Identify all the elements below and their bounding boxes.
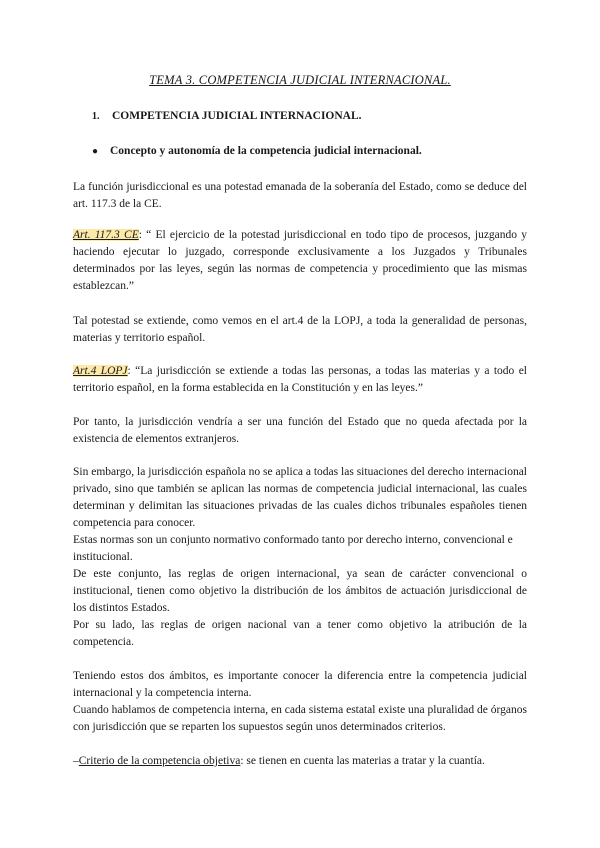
dash-prefix: –	[73, 755, 79, 767]
paragraph-11: Cuando hablamos de competencia interna, en cada sistema estatal existe una pluralidad de órganos con jurisdicción que se reparten los supuestos según unos determinados criterios.	[73, 704, 527, 733]
bullet-icon: ●	[92, 146, 99, 157]
paragraph-5: Por tanto, la jurisdicción vendría a ser una función del Estado que no queda afectada por la existencia de elementos extranjeros.	[73, 416, 527, 445]
criterion-label: Criterio de la competencia objetiva	[78, 755, 241, 767]
article-reference-lopj: Art.4 LOPJ	[73, 365, 128, 377]
document-title: TEMA 3. COMPETENCIA JUDICIAL INTERNACIONAL.	[149, 73, 451, 87]
paragraph-7: Estas normas son un conjunto normativo conformado tanto por derecho interno, convencional e institucional.	[73, 534, 513, 563]
paragraph-12	[73, 753, 527, 770]
subsection-label: Concepto y autonomía de la competencia judicial internacional.	[110, 145, 422, 157]
paragraph-3: Tal potestad se extiende, como vemos en el art.4 de la LOPJ, a toda la generalidad de personas, materias y territorio español.	[73, 315, 527, 344]
paragraph-4-text: : “La jurisdicción se extiende a todas las personas, a todas las materias y a todo el territorio español, en la forma establecida en la Constitución y en las leyes.”	[73, 365, 527, 394]
paragraph-12-text: : se tienen en cuenta las materias a tratar y la cuantía.	[240, 755, 485, 767]
section-number: 1.	[92, 111, 100, 122]
paragraph-8: De este conjunto, las reglas de origen internacional, ya sean de carácter convencional o institucional, tienen como objetivo la distribución de los ámbitos de actuación jurisdiccional de los distintos Estados.	[73, 568, 527, 614]
paragraph-6: Sin embargo, la jurisdicción española no se aplica a todas las situaciones del derecho internacional privado, sino que también se aplican las normas de competencia judicial internacional, las cuales determinan y delimitan las situaciones privadas de las cuales dichos tribunales españoles tienen competencia para conocer.	[73, 466, 527, 529]
paragraph-10: Teniendo estos dos ámbitos, es importante conocer la diferencia entre la competencia judicial internacional y la competencia interna.	[73, 670, 527, 699]
section-heading	[92, 110, 362, 122]
paragraph-1: La función jurisdiccional es una potestad emanada de la soberanía del Estado, como se deduce del art. 117.3 de la CE.	[73, 181, 527, 210]
paragraph-9: Por su lado, las reglas de origen nacional van a tener como objetivo la atribución de la competencia.	[73, 619, 527, 648]
article-reference-ce: Art. 117.3 CE	[73, 229, 139, 241]
section-label: COMPETENCIA JUDICIAL INTERNACIONAL.	[112, 110, 362, 122]
paragraph-2	[73, 227, 527, 295]
subsection-heading	[92, 145, 422, 157]
paragraph-2-text: : “ El ejercicio de la potestad jurisdiccional en todo tipo de procesos, juzgando y haciendo ejecutar lo juzgado, corresponde exclusivamente a los Juzgados y Tribunales determinados por las leyes, según las normas de competencia y procedimiento que las mismas establezcan.”	[73, 229, 528, 292]
paragraph-4	[73, 363, 527, 397]
